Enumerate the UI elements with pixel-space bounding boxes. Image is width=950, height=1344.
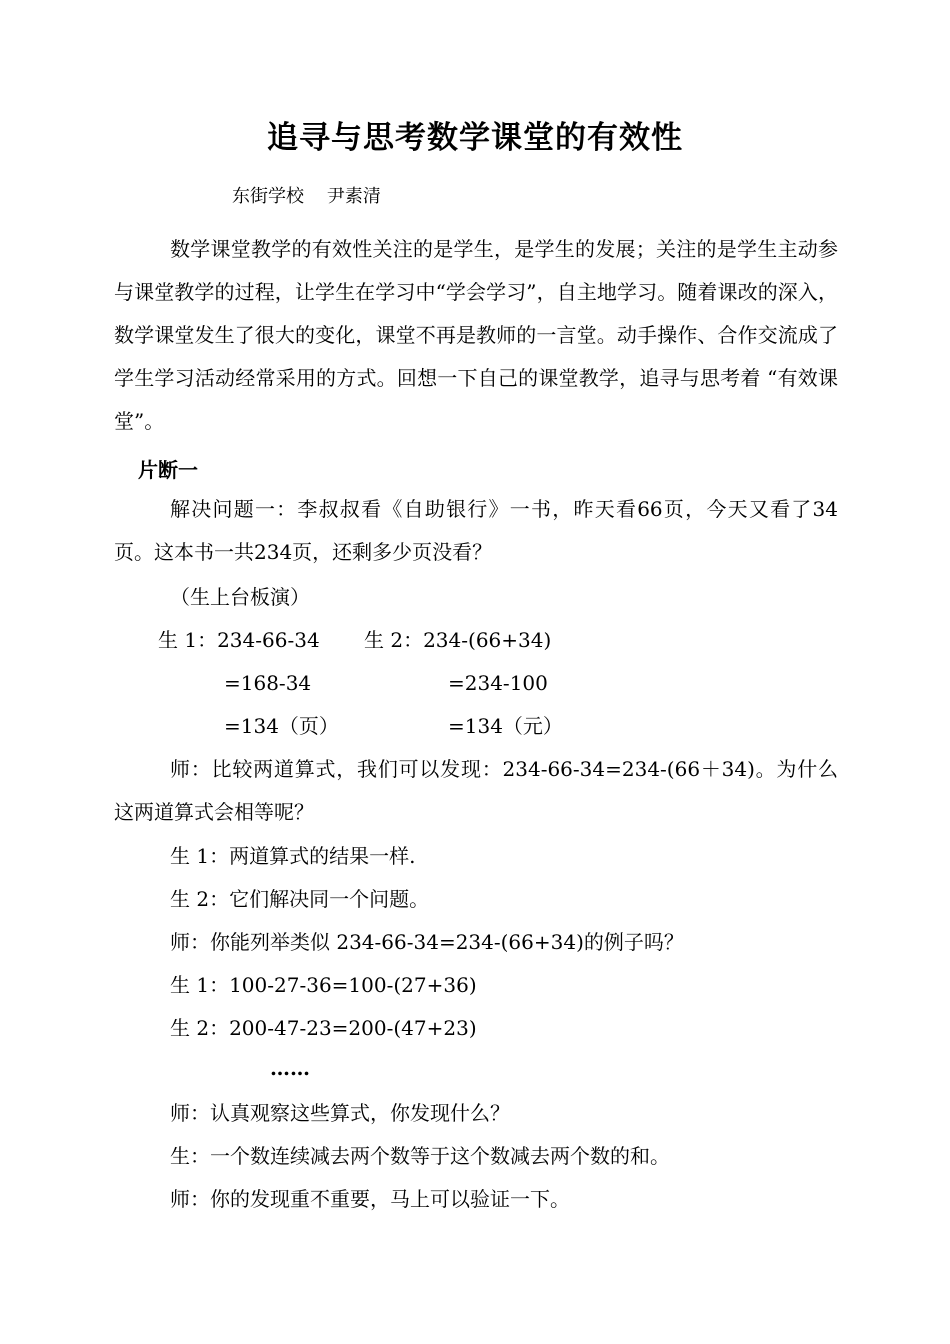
problem-paragraph: 解决问题一：李叔叔看《自助银行》一书，昨天看66页，今天又看了34页。这本书一共234页，还剩多少页没看？	[114, 497, 838, 564]
student1-answer: 生 1：两道算式的结果一样.	[170, 844, 416, 868]
student1-equation-line1: 生 1：234-66-34	[158, 628, 320, 652]
student-finding: 生：一个数连续减去两个数等于这个数减去两个数的和。	[170, 1144, 670, 1168]
section-heading: 片断一	[138, 458, 198, 482]
teacher-question-2: 师：你能列举类似 234-66-34=234-(66+34)的例子吗？	[170, 930, 684, 954]
teacher-question-1: 师：比较两道算式，我们可以发现：234-66-34=234-(66＋34)。为什么这两道算式会相等呢？	[114, 757, 838, 824]
ellipsis: ……	[270, 1056, 310, 1080]
author-line: 东街学校 尹素清	[232, 186, 381, 207]
teacher-remark: 师：你的发现重不重要，马上可以验证一下。	[170, 1187, 570, 1211]
student1-equation-line2: =168-34	[224, 671, 312, 695]
intro-paragraph: 数学课堂教学的有效性关注的是学生，是学生的发展；关注的是学生主动参与课堂教学的过程，让学生在学习中“学会学习”，自主地学习。随着课改的深入，数学课堂发生了很大的变化，课堂不再是教师的一言堂。动手操作、合作交流成了学生学习活动经常采用的方式。回想一下自己的课堂教学，追寻与思考着 “有效课堂”。	[114, 237, 838, 433]
student2-answer: 生 2：它们解决同一个问题。	[170, 887, 430, 911]
document-title: 追寻与思考数学课堂的有效性	[267, 120, 683, 156]
teacher-question-3: 师：认真观察这些算式，你发现什么？	[170, 1101, 510, 1125]
student2-equation-line2: =234-100	[448, 671, 548, 695]
student2-equation-line1: 生 2：234-(66+34)	[364, 628, 552, 652]
student1-equation-line3: =134（页）	[224, 714, 339, 738]
student2-equation-line3: =134（元）	[448, 714, 563, 738]
student2-example: 生 2：200-47-23=200-(47+23)	[170, 1016, 477, 1040]
board-note: （生上台板演）	[170, 585, 310, 609]
student1-example: 生 1：100-27-36=100-(27+36)	[170, 973, 477, 997]
